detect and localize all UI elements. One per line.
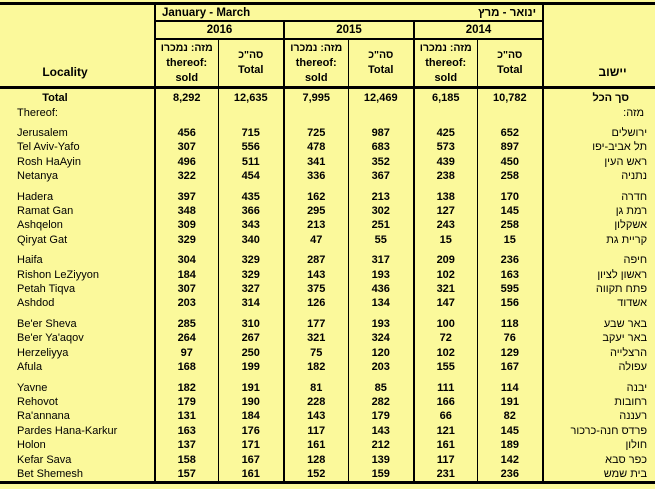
value-cell: 340 bbox=[218, 233, 284, 247]
table-row bbox=[0, 190, 655, 204]
value-cell: 166 bbox=[414, 395, 477, 409]
value-cell: 324 bbox=[348, 331, 414, 345]
value-cell: 97 bbox=[155, 346, 218, 360]
table-row bbox=[0, 268, 655, 282]
total-row bbox=[0, 88, 655, 121]
value-cell: 118 bbox=[477, 317, 543, 331]
value-cell: 366 bbox=[218, 204, 284, 218]
value-cell: 170 bbox=[477, 190, 543, 204]
value-cell: 897 bbox=[477, 140, 543, 154]
value-cell: 329 bbox=[218, 253, 284, 267]
table-row bbox=[0, 409, 655, 423]
locality-he-cell: באר יעקב bbox=[602, 332, 648, 345]
sold-subheader-2015: מזה: נמכרו thereof: sold bbox=[284, 39, 348, 88]
value-cell: 264 bbox=[155, 331, 218, 345]
table-row bbox=[0, 395, 655, 409]
value-cell: 190 bbox=[218, 395, 284, 409]
value-cell: 159 bbox=[348, 467, 414, 483]
value-cell: 285 bbox=[155, 317, 218, 331]
value-cell: 199 bbox=[218, 360, 284, 374]
locality-en-cell: Jerusalem bbox=[0, 126, 155, 140]
value-cell: 435 bbox=[218, 190, 284, 204]
value-cell: 683 bbox=[348, 140, 414, 154]
total-value-cell: 12,469 bbox=[348, 88, 414, 121]
value-cell: 282 bbox=[348, 395, 414, 409]
value-cell: 147 bbox=[414, 296, 477, 310]
value-cell: 203 bbox=[348, 360, 414, 374]
locality-header-he bbox=[543, 4, 655, 88]
table-row bbox=[0, 453, 655, 467]
value-cell: 72 bbox=[414, 331, 477, 345]
table-row bbox=[0, 126, 655, 140]
value-cell: 182 bbox=[284, 360, 348, 374]
value-cell: 156 bbox=[477, 296, 543, 310]
value-cell: 177 bbox=[284, 317, 348, 331]
locality-header-en bbox=[0, 4, 155, 88]
period-label-he: ינואר - מרץ bbox=[478, 6, 537, 19]
value-cell: 439 bbox=[414, 155, 477, 169]
sold-subheader-2016: מזה: נמכרו thereof: sold bbox=[155, 39, 218, 88]
value-cell: 209 bbox=[414, 253, 477, 267]
value-cell: 171 bbox=[218, 438, 284, 452]
value-cell: 251 bbox=[348, 218, 414, 232]
table-row bbox=[0, 296, 655, 310]
locality-en-cell: Ra'annana bbox=[0, 409, 155, 423]
value-cell: 161 bbox=[414, 438, 477, 452]
value-cell: 314 bbox=[218, 296, 284, 310]
value-cell: 250 bbox=[218, 346, 284, 360]
value-cell: 317 bbox=[348, 253, 414, 267]
value-cell: 128 bbox=[284, 453, 348, 467]
year-2014-header: 2014 bbox=[414, 21, 543, 39]
value-cell: 436 bbox=[348, 282, 414, 296]
value-cell: 184 bbox=[218, 409, 284, 423]
total-value-cell: 6,185 bbox=[414, 88, 477, 121]
table-row bbox=[0, 360, 655, 374]
value-cell: 307 bbox=[155, 282, 218, 296]
value-cell: 652 bbox=[477, 126, 543, 140]
value-cell: 162 bbox=[284, 190, 348, 204]
value-cell: 327 bbox=[218, 282, 284, 296]
value-cell: 191 bbox=[477, 395, 543, 409]
locality-en-cell: Tel Aviv-Yafo bbox=[0, 140, 155, 154]
value-cell: 131 bbox=[155, 409, 218, 423]
value-cell: 126 bbox=[284, 296, 348, 310]
value-cell: 193 bbox=[348, 268, 414, 282]
table-row bbox=[0, 169, 655, 183]
locality-en-cell: Kefar Sava bbox=[0, 453, 155, 467]
value-cell: 47 bbox=[284, 233, 348, 247]
value-cell: 179 bbox=[155, 395, 218, 409]
value-cell: 102 bbox=[414, 268, 477, 282]
total-label-en-cell: Total Thereof: bbox=[0, 88, 155, 121]
value-cell: 573 bbox=[414, 140, 477, 154]
value-cell: 111 bbox=[414, 381, 477, 395]
locality-he-cell: פתח תקווה bbox=[595, 283, 648, 296]
locality-he-cell: יבנה bbox=[626, 381, 648, 394]
value-cell: 212 bbox=[348, 438, 414, 452]
value-cell: 341 bbox=[284, 155, 348, 169]
value-cell: 85 bbox=[348, 381, 414, 395]
value-cell: 155 bbox=[414, 360, 477, 374]
value-cell: 987 bbox=[348, 126, 414, 140]
value-cell: 134 bbox=[348, 296, 414, 310]
year-2016-header: 2016 bbox=[155, 21, 284, 39]
value-cell: 143 bbox=[284, 268, 348, 282]
value-cell: 454 bbox=[218, 169, 284, 183]
value-cell: 100 bbox=[414, 317, 477, 331]
locality-he-cell: רחובות bbox=[614, 395, 648, 408]
locality-he-cell: עפולה bbox=[618, 361, 648, 374]
value-cell: 496 bbox=[155, 155, 218, 169]
value-cell: 167 bbox=[477, 360, 543, 374]
total-label-he-cell: סך הכל מזה: bbox=[592, 92, 645, 119]
value-cell: 66 bbox=[414, 409, 477, 423]
value-cell: 145 bbox=[477, 204, 543, 218]
value-cell: 243 bbox=[414, 218, 477, 232]
total-subheader-2015: סה"כ Total bbox=[348, 39, 414, 88]
value-cell: 15 bbox=[414, 233, 477, 247]
value-cell: 302 bbox=[348, 204, 414, 218]
value-cell: 137 bbox=[155, 438, 218, 452]
table-row bbox=[0, 424, 655, 438]
locality-he-cell: כפר סבא bbox=[605, 453, 648, 466]
value-cell: 595 bbox=[477, 282, 543, 296]
value-cell: 267 bbox=[218, 331, 284, 345]
locality-en-cell: Rishon LeZiyyon bbox=[0, 268, 155, 282]
locality-en-cell: Ashdod bbox=[0, 296, 155, 310]
value-cell: 152 bbox=[284, 467, 348, 483]
value-cell: 163 bbox=[477, 268, 543, 282]
locality-en-cell: Be'er Sheva bbox=[0, 317, 155, 331]
value-cell: 127 bbox=[414, 204, 477, 218]
value-cell: 348 bbox=[155, 204, 218, 218]
value-cell: 321 bbox=[284, 331, 348, 345]
value-cell: 143 bbox=[348, 424, 414, 438]
value-cell: 352 bbox=[348, 155, 414, 169]
locality-he-cell: תל אביב-יפו bbox=[592, 141, 648, 154]
period-row bbox=[0, 4, 655, 22]
locality-en-cell: Netanya bbox=[0, 169, 155, 183]
value-cell: 139 bbox=[348, 453, 414, 467]
year-2015-header: 2015 bbox=[284, 21, 414, 39]
locality-he-cell: אשקלון bbox=[614, 219, 648, 232]
value-cell: 142 bbox=[477, 453, 543, 467]
value-cell: 184 bbox=[155, 268, 218, 282]
table-row bbox=[0, 253, 655, 267]
value-cell: 161 bbox=[284, 438, 348, 452]
value-cell: 193 bbox=[348, 317, 414, 331]
value-cell: 117 bbox=[284, 424, 348, 438]
value-cell: 145 bbox=[477, 424, 543, 438]
locality-en-cell: Hadera bbox=[0, 190, 155, 204]
locality-he-cell: נתניה bbox=[621, 170, 648, 183]
locality-he-cell: ראש העין bbox=[604, 155, 648, 168]
value-cell: 236 bbox=[477, 253, 543, 267]
value-cell: 102 bbox=[414, 346, 477, 360]
value-cell: 157 bbox=[155, 467, 218, 483]
table-row bbox=[0, 233, 655, 247]
table-row bbox=[0, 467, 655, 483]
locality-he-cell: הרצלייה bbox=[609, 346, 648, 359]
locality-en-cell: Ramat Gan bbox=[0, 204, 155, 218]
value-cell: 343 bbox=[218, 218, 284, 232]
value-cell: 129 bbox=[477, 346, 543, 360]
locality-en-cell: Herzeliyya bbox=[0, 346, 155, 360]
locality-he-cell: רעננה bbox=[619, 410, 648, 423]
locality-header-en-label: Locality bbox=[42, 65, 88, 79]
value-cell: 191 bbox=[218, 381, 284, 395]
locality-en-cell: Afula bbox=[0, 360, 155, 374]
locality-en-cell: Yavne bbox=[0, 381, 155, 395]
locality-en-cell: Petah Tiqva bbox=[0, 282, 155, 296]
sold-subheader-2014: מזה: נמכרו thereof: sold bbox=[414, 39, 477, 88]
table-row bbox=[0, 346, 655, 360]
period-header bbox=[155, 4, 543, 22]
value-cell: 213 bbox=[348, 190, 414, 204]
value-cell: 114 bbox=[477, 381, 543, 395]
value-cell: 397 bbox=[155, 190, 218, 204]
table-row bbox=[0, 438, 655, 452]
table-row bbox=[0, 140, 655, 154]
value-cell: 236 bbox=[477, 467, 543, 483]
locality-en-cell: Haifa bbox=[0, 253, 155, 267]
locality-he-cell: קריית גת bbox=[606, 233, 648, 246]
locality-he-cell: באר שבע bbox=[603, 317, 648, 330]
locality-en-cell: Holon bbox=[0, 438, 155, 452]
total-value-cell: 7,995 bbox=[284, 88, 348, 121]
period-label-en: January - March bbox=[162, 6, 251, 19]
locality-he-cell: חיפה bbox=[623, 254, 648, 267]
table-row bbox=[0, 317, 655, 331]
locality-en-cell: Qiryat Gat bbox=[0, 233, 155, 247]
value-cell: 258 bbox=[477, 169, 543, 183]
value-cell: 76 bbox=[477, 331, 543, 345]
table-row bbox=[0, 381, 655, 395]
value-cell: 425 bbox=[414, 126, 477, 140]
dwellings-by-locality-table bbox=[0, 2, 655, 484]
value-cell: 121 bbox=[414, 424, 477, 438]
table-row bbox=[0, 282, 655, 296]
value-cell: 309 bbox=[155, 218, 218, 232]
locality-he-cell: ראשון לציון bbox=[597, 268, 648, 281]
value-cell: 167 bbox=[218, 453, 284, 467]
value-cell: 228 bbox=[284, 395, 348, 409]
locality-he-cell: ירושלים bbox=[611, 127, 648, 139]
value-cell: 81 bbox=[284, 381, 348, 395]
locality-en-cell: Pardes Hana-Karkur bbox=[0, 424, 155, 438]
locality-en-cell: Ashqelon bbox=[0, 218, 155, 232]
value-cell: 715 bbox=[218, 126, 284, 140]
value-cell: 511 bbox=[218, 155, 284, 169]
value-cell: 120 bbox=[348, 346, 414, 360]
total-value-cell: 10,782 bbox=[477, 88, 543, 121]
value-cell: 117 bbox=[414, 453, 477, 467]
locality-he-cell: פרדס חנה-כרכור bbox=[570, 424, 648, 437]
value-cell: 367 bbox=[348, 169, 414, 183]
value-cell: 238 bbox=[414, 169, 477, 183]
value-cell: 176 bbox=[218, 424, 284, 438]
value-cell: 55 bbox=[348, 233, 414, 247]
value-cell: 450 bbox=[477, 155, 543, 169]
value-cell: 203 bbox=[155, 296, 218, 310]
table-row bbox=[0, 331, 655, 345]
value-cell: 161 bbox=[218, 467, 284, 483]
value-cell: 168 bbox=[155, 360, 218, 374]
value-cell: 478 bbox=[284, 140, 348, 154]
value-cell: 179 bbox=[348, 409, 414, 423]
locality-en-cell: Rehovot bbox=[0, 395, 155, 409]
locality-he-cell: רמת גן bbox=[615, 205, 648, 218]
value-cell: 158 bbox=[155, 453, 218, 467]
locality-en-cell: Be'er Ya'aqov bbox=[0, 331, 155, 345]
value-cell: 329 bbox=[155, 233, 218, 247]
value-cell: 295 bbox=[284, 204, 348, 218]
value-cell: 213 bbox=[284, 218, 348, 232]
value-cell: 307 bbox=[155, 140, 218, 154]
value-cell: 231 bbox=[414, 467, 477, 483]
value-cell: 329 bbox=[218, 268, 284, 282]
value-cell: 304 bbox=[155, 253, 218, 267]
table-row bbox=[0, 218, 655, 232]
total-subheader-2016: סה"כ Total bbox=[218, 39, 284, 88]
value-cell: 456 bbox=[155, 126, 218, 140]
value-cell: 182 bbox=[155, 381, 218, 395]
value-cell: 82 bbox=[477, 409, 543, 423]
value-cell: 725 bbox=[284, 126, 348, 140]
value-cell: 336 bbox=[284, 169, 348, 183]
total-value-cell: 8,292 bbox=[155, 88, 218, 121]
value-cell: 287 bbox=[284, 253, 348, 267]
locality-en-cell: Bet Shemesh bbox=[0, 467, 155, 483]
value-cell: 258 bbox=[477, 218, 543, 232]
locality-he-cell: אשדוד bbox=[617, 297, 648, 310]
value-cell: 310 bbox=[218, 317, 284, 331]
total-value-cell: 12,635 bbox=[218, 88, 284, 121]
value-cell: 375 bbox=[284, 282, 348, 296]
locality-he-cell: חדרה bbox=[621, 190, 648, 203]
table-row bbox=[0, 204, 655, 218]
value-cell: 321 bbox=[414, 282, 477, 296]
locality-he-cell: בית שמש bbox=[603, 467, 648, 480]
locality-header-he-label: יישוב bbox=[598, 65, 627, 79]
table-row bbox=[0, 155, 655, 169]
value-cell: 143 bbox=[284, 409, 348, 423]
value-cell: 15 bbox=[477, 233, 543, 247]
value-cell: 189 bbox=[477, 438, 543, 452]
value-cell: 322 bbox=[155, 169, 218, 183]
total-subheader-2014: סה"כ Total bbox=[477, 39, 543, 88]
value-cell: 75 bbox=[284, 346, 348, 360]
value-cell: 556 bbox=[218, 140, 284, 154]
locality-en-cell: Rosh HaAyin bbox=[0, 155, 155, 169]
locality-he-cell: חולון bbox=[625, 439, 648, 452]
value-cell: 163 bbox=[155, 424, 218, 438]
value-cell: 138 bbox=[414, 190, 477, 204]
